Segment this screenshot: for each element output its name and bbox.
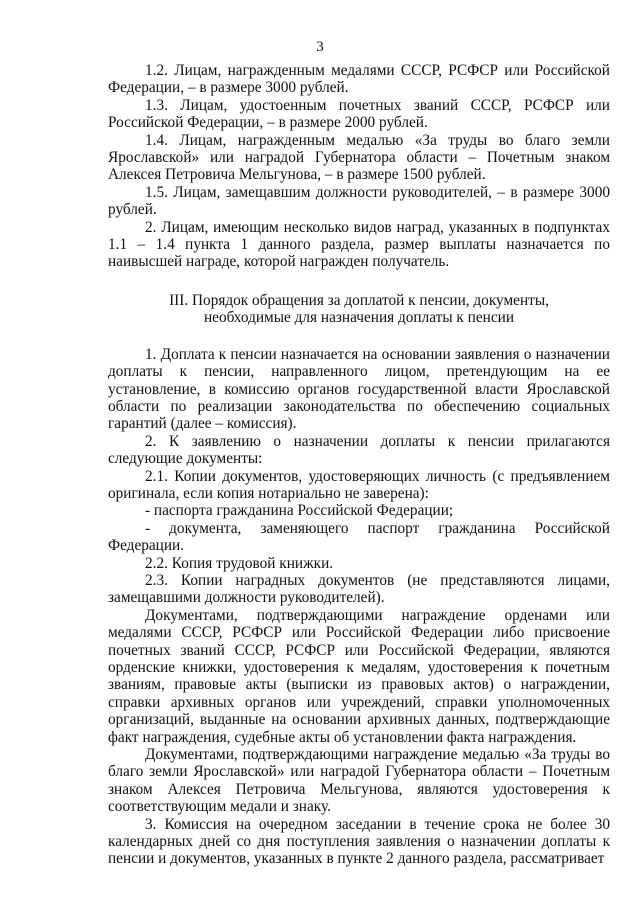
paragraph: Документами, подтверждающими награждение медалью «За труды во благо земли Ярославской» или наградой Губернатора области – Почетным знаком Алексея Петровича Мельгунова, являются удостоверения к соответствующим медали и знаку. xyxy=(108,746,610,816)
paragraph: 2.1. Копии документов, удостоверяющих личность (с предъявлением оригинала, если копия нотариально не заверена): xyxy=(108,467,610,502)
paragraph: 1.3. Лицам, удостоенным почетных званий СССР, РСФСР или Российской Федерации, – в размере 2000 рублей. xyxy=(108,96,610,132)
section-heading-line: необходимые для назначения доплаты к пенсии xyxy=(203,309,515,327)
paragraph: 2. Лицам, имеющим несколько видов наград, указанных в подпунктах 1.1 – 1.4 пункта 1 данного раздела, размер выплаты назначается по наивысшей награде, которой награжден получатель. xyxy=(108,218,610,271)
paragraph: Документами, подтверждающими награждение орденами или медалями СССР, РСФСР или Российской Федерации либо присвоение почетных званий СССР, РСФСР или Российской Федерации, являются орденские книжки, удостоверения к медалям, удостоверения к почетным званиям, правовые акты (выписки из правовых актов) о награждении, справки архивных органов или учреждений, справки уполномоченных организаций, выданные на основании архивных данных, подтверждающие факт награждения, судебные акты об установлении факта награждения. xyxy=(108,606,610,746)
paragraph: 2.3. Копии наградных документов (не представляются лицами, замещавшими должности руководителей). xyxy=(108,571,610,607)
section-heading-line: III. Порядок обращения за доплатой к пенсии, документы, xyxy=(169,291,549,309)
list-item: - документа, заменяющего паспорт гражданина Российской Федерации. xyxy=(108,519,610,555)
paragraph: 1.5. Лицам, замещавшим должности руководителей, – в размере 3000 рублей. xyxy=(108,183,610,219)
paragraph: 3. Комиссия на очередном заседании в течение срока не более 30 календарных дней со дня поступления заявления о назначении доплаты к пенсии и документов, указанных в пункте 2 данного раздела, рассматривает xyxy=(108,815,610,868)
document-body xyxy=(108,62,610,868)
paragraph: 2. К заявлению о назначении доплаты к пенсии прилагаются следующие документы: xyxy=(108,432,610,468)
page-number: 3 xyxy=(316,39,324,55)
list-item: - паспорта гражданина Российской Федерации; xyxy=(145,502,454,520)
section-heading xyxy=(108,292,610,327)
paragraph: 1.2. Лицам, награжденным медалями СССР, РСФСР или Российской Федерации, – в размере 3000 рублей. xyxy=(108,62,610,97)
paragraph: 1. Доплата к пенсии назначается на основании заявления о назначении доплаты к пенсии, направленного лицом, претендующим на ее установление, в комиссию органов государственной власти Ярославской области по реализации законодательства по обеспечению социальных гарантий (далее – комиссия). xyxy=(108,345,610,433)
paragraph: 2.2. Копия трудовой книжки. xyxy=(145,554,334,572)
paragraph: 1.4. Лицам, награжденным медалью «За труды во благо земли Ярославской» или наградой Губернатора области – Почетным знаком Алексея Петровича Мельгунова, – в размере 1500 рублей. xyxy=(108,131,610,184)
